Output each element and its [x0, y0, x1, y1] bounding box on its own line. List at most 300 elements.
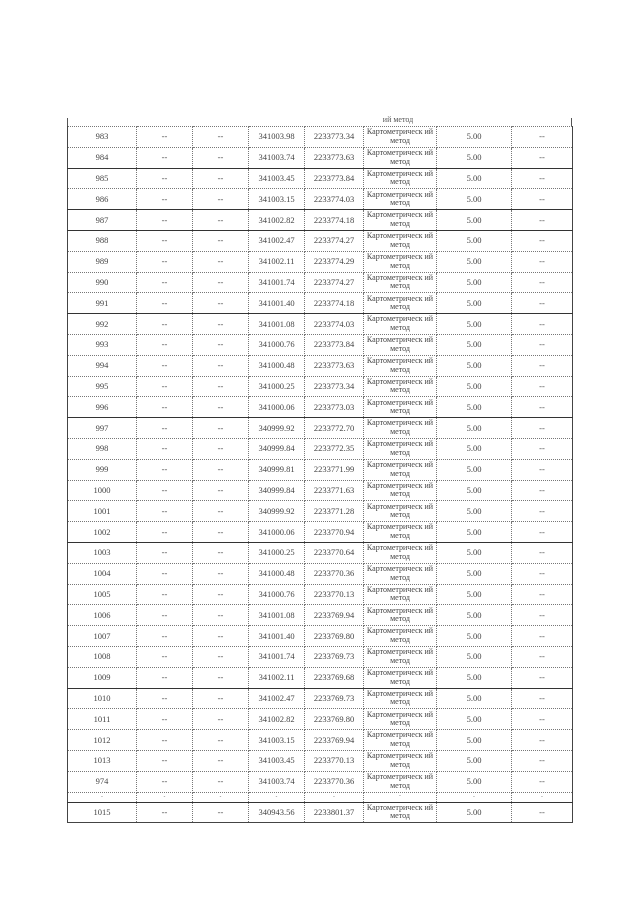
table-cell: --: [137, 355, 193, 376]
table-cell: 1015: [68, 802, 137, 823]
table-cell: 5.00: [437, 501, 512, 522]
table-cell: 997: [68, 418, 137, 439]
table-row: [68, 605, 573, 626]
table-cell: 2233773.03: [305, 397, 364, 418]
table-cell: 341002.11: [249, 667, 305, 688]
table-cell: --: [137, 376, 193, 397]
table-cell: --: [512, 293, 573, 314]
table-cell: Картометрическ ий метод: [364, 459, 437, 480]
table-cell: 2233771.28: [305, 501, 364, 522]
table-cell: 341002.82: [249, 210, 305, 231]
table-row: [68, 563, 573, 584]
table-cell: --: [137, 563, 193, 584]
table-cell: --: [137, 397, 193, 418]
table-cell: 994: [68, 355, 137, 376]
table-cell: --: [193, 480, 249, 501]
table-cell: 341001.74: [249, 272, 305, 293]
table-cell: 5.00: [437, 438, 512, 459]
table-cell: --: [193, 230, 249, 251]
table-cell: -: [193, 792, 249, 802]
table-cell: Картометрическ ий метод: [364, 438, 437, 459]
table-cell: Картометрическ ий метод: [364, 802, 437, 823]
table-cell: Картометрическ ий метод: [364, 667, 437, 688]
table-cell: --: [512, 771, 573, 792]
table-row: [68, 709, 573, 730]
table-body: [68, 127, 573, 823]
table-cell: --: [193, 730, 249, 751]
table-cell: --: [512, 189, 573, 210]
table-row: [68, 230, 573, 251]
table-cell: 341000.76: [249, 584, 305, 605]
table-cell: 5.00: [437, 802, 512, 823]
table-cell: --: [512, 646, 573, 667]
table-cell: --: [193, 418, 249, 439]
table-cell: Картометрическ ий метод: [364, 646, 437, 667]
table-cell: 5.00: [437, 646, 512, 667]
table-cell: Картометрическ ий метод: [364, 168, 437, 189]
table-cell: 2233773.63: [305, 147, 364, 168]
table-cell: Картометрическ ий метод: [364, 293, 437, 314]
table-cell: -: [364, 792, 437, 802]
table-cell: --: [137, 147, 193, 168]
table-cell: 2233774.29: [305, 251, 364, 272]
table-cell: --: [512, 376, 573, 397]
table-cell: --: [512, 750, 573, 771]
table-row: [68, 750, 573, 771]
table-cell: 5.00: [437, 522, 512, 543]
table-cell: 1007: [68, 626, 137, 647]
table-row: [68, 376, 573, 397]
table-cell: 341000.06: [249, 397, 305, 418]
table-cell: 5.00: [437, 563, 512, 584]
table-cell: -: [512, 792, 573, 802]
table-cell: --: [137, 438, 193, 459]
table-cell: --: [137, 418, 193, 439]
table-cell: 989: [68, 251, 137, 272]
table-cell: --: [512, 522, 573, 543]
table-cell: 991: [68, 293, 137, 314]
table-cell: --: [512, 314, 573, 335]
table-cell: 341000.48: [249, 563, 305, 584]
table-cell: 1002: [68, 522, 137, 543]
table-cell: 1012: [68, 730, 137, 751]
table-cell: 5.00: [437, 293, 512, 314]
table-cell: Картометрическ ий метод: [364, 314, 437, 335]
table-cell: 5.00: [437, 376, 512, 397]
table-cell: Картометрическ ий метод: [364, 750, 437, 771]
table-cell: --: [137, 750, 193, 771]
table-cell: 1010: [68, 688, 137, 709]
table-row: [68, 522, 573, 543]
table-cell: 341002.47: [249, 230, 305, 251]
table-cell: Картометрическ ий метод: [364, 605, 437, 626]
table-cell: 5.00: [437, 688, 512, 709]
table-cell: 5.00: [437, 272, 512, 293]
table-cell: 5.00: [437, 584, 512, 605]
table-cell: --: [512, 480, 573, 501]
table-cell: --: [137, 584, 193, 605]
table-cell: 341000.25: [249, 376, 305, 397]
table-row: [68, 355, 573, 376]
table-cell: --: [193, 626, 249, 647]
table-row: [68, 667, 573, 688]
table-cell: --: [137, 189, 193, 210]
table-cell: 5.00: [437, 189, 512, 210]
table-cell: 340999.81: [249, 459, 305, 480]
table-cell: --: [193, 210, 249, 231]
table-cell: 988: [68, 230, 137, 251]
table-cell: 2233772.70: [305, 418, 364, 439]
table-cell: 5.00: [437, 334, 512, 355]
table-cell: --: [193, 563, 249, 584]
table-cell: Картометрическ ий метод: [364, 127, 437, 148]
table-cell: 340999.84: [249, 480, 305, 501]
table-row: [68, 501, 573, 522]
table-cell: --: [512, 397, 573, 418]
table-cell: 2233769.73: [305, 688, 364, 709]
table-cell: 1000: [68, 480, 137, 501]
table-cell: --: [137, 688, 193, 709]
table-cell: 5.00: [437, 750, 512, 771]
table-cell: --: [193, 542, 249, 563]
table-cell: 2233772.35: [305, 438, 364, 459]
table-cell: Картометрическ ий метод: [364, 210, 437, 231]
table-cell: --: [137, 459, 193, 480]
table-cell: 341003.74: [249, 771, 305, 792]
table-cell: Картометрическ ий метод: [364, 397, 437, 418]
table-cell: --: [512, 542, 573, 563]
table-row: [68, 730, 573, 751]
table-cell: 341003.98: [249, 127, 305, 148]
table-cell: 341003.74: [249, 147, 305, 168]
table-cell: 5.00: [437, 127, 512, 148]
table-cell: 341002.47: [249, 688, 305, 709]
table-cell: --: [193, 750, 249, 771]
table-row: [68, 438, 573, 459]
table-cell: 1013: [68, 750, 137, 771]
table-cell: 974: [68, 771, 137, 792]
table-cell: --: [193, 605, 249, 626]
table-cell: --: [137, 480, 193, 501]
table-cell: --: [193, 293, 249, 314]
table-cell: --: [512, 688, 573, 709]
table-cell: Картометрическ ий метод: [364, 251, 437, 272]
table-row: [68, 127, 573, 148]
table-cell: --: [137, 334, 193, 355]
table-cell: 2233773.63: [305, 355, 364, 376]
table-cell: -: [68, 792, 137, 802]
table-cell: --: [137, 501, 193, 522]
table-cell: 5.00: [437, 709, 512, 730]
table-cell: 987: [68, 210, 137, 231]
table-cell: 2233769.73: [305, 646, 364, 667]
table-cell: Картометрическ ий метод: [364, 626, 437, 647]
table-cell: --: [137, 293, 193, 314]
table-cell: 2233771.63: [305, 480, 364, 501]
table-cell: 993: [68, 334, 137, 355]
table-cell: 2233770.13: [305, 584, 364, 605]
table-cell: --: [137, 730, 193, 751]
table-row: [68, 189, 573, 210]
table-cell: Картометрическ ий метод: [364, 230, 437, 251]
table-cell: --: [512, 418, 573, 439]
table-cell: Картометрическ ий метод: [364, 376, 437, 397]
table-cell: --: [193, 771, 249, 792]
table-cell: 2233773.84: [305, 168, 364, 189]
table-cell: 5.00: [437, 667, 512, 688]
table-row: [68, 168, 573, 189]
table-cell: 5.00: [437, 355, 512, 376]
table-cell: 5.00: [437, 210, 512, 231]
table-cell: Картометрическ ий метод: [364, 147, 437, 168]
table-cell: --: [193, 376, 249, 397]
table-cell: 992: [68, 314, 137, 335]
table-cell: 341003.15: [249, 189, 305, 210]
table-cell: 1008: [68, 646, 137, 667]
coordinates-table-page: [67, 115, 572, 823]
table-row: [68, 251, 573, 272]
table-cell: --: [512, 563, 573, 584]
table-cell: --: [193, 459, 249, 480]
table-cell: 341003.15: [249, 730, 305, 751]
table-cell: 1005: [68, 584, 137, 605]
table-row: [68, 688, 573, 709]
table-cell: 985: [68, 168, 137, 189]
table-cell: 995: [68, 376, 137, 397]
table-cell: 996: [68, 397, 137, 418]
table-cell: --: [193, 688, 249, 709]
table-cell: 2233774.27: [305, 230, 364, 251]
table-cell: --: [512, 459, 573, 480]
table-cell: Картометрическ ий метод: [364, 272, 437, 293]
table-cell: 5.00: [437, 459, 512, 480]
table-cell: --: [137, 210, 193, 231]
table-row: [68, 771, 573, 792]
table-row: [68, 210, 573, 231]
table-cell: 1011: [68, 709, 137, 730]
table-cell: 340943.56: [249, 802, 305, 823]
table-cell: --: [137, 542, 193, 563]
table-cell: 341002.11: [249, 251, 305, 272]
table-cell: 341001.74: [249, 646, 305, 667]
table-cell: 2233769.80: [305, 709, 364, 730]
table-cell: 998: [68, 438, 137, 459]
table-cell: Картометрическ ий метод: [364, 709, 437, 730]
table-cell: --: [512, 802, 573, 823]
table-row: [68, 646, 573, 667]
table-cell: 2233770.64: [305, 542, 364, 563]
table-cell: 340999.92: [249, 501, 305, 522]
table-cell: Картометрическ ий метод: [364, 355, 437, 376]
table-row: [68, 334, 573, 355]
table-cell: --: [512, 272, 573, 293]
table-cell: 984: [68, 147, 137, 168]
table-cell: 5.00: [437, 397, 512, 418]
table-row: [68, 584, 573, 605]
table-cell: Картометрическ ий метод: [364, 522, 437, 543]
table-cell: --: [512, 709, 573, 730]
table-cell: 5.00: [437, 605, 512, 626]
table-cell: 341000.06: [249, 522, 305, 543]
table-cell: 341001.08: [249, 314, 305, 335]
table-cell: 341001.40: [249, 626, 305, 647]
table-cell: 5.00: [437, 480, 512, 501]
coordinates-table: [67, 126, 573, 823]
table-cell: 2233770.36: [305, 563, 364, 584]
table-cell: --: [512, 251, 573, 272]
table-cell: --: [193, 189, 249, 210]
table-cell: --: [193, 147, 249, 168]
table-cell: --: [137, 272, 193, 293]
table-cell: --: [137, 168, 193, 189]
table-cell: --: [137, 605, 193, 626]
table-cell: 5.00: [437, 730, 512, 751]
table-cell: -: [249, 792, 305, 802]
table-cell: 2233769.68: [305, 667, 364, 688]
table-cell: 5.00: [437, 314, 512, 335]
table-cell: -: [137, 792, 193, 802]
table-cell: --: [137, 802, 193, 823]
table-cell: --: [137, 771, 193, 792]
table-cell: Картометрическ ий метод: [364, 480, 437, 501]
table-cell: --: [137, 314, 193, 335]
table-cell: 2233770.94: [305, 522, 364, 543]
table-cell: --: [512, 147, 573, 168]
table-row: [68, 293, 573, 314]
table-cell: 5.00: [437, 626, 512, 647]
table-cell: Картометрическ ий метод: [364, 334, 437, 355]
table-cell: 2233774.03: [305, 189, 364, 210]
table-cell: --: [193, 251, 249, 272]
table-cell: --: [193, 667, 249, 688]
table-cell: 341000.48: [249, 355, 305, 376]
table-cell: --: [512, 667, 573, 688]
table-cell: --: [512, 355, 573, 376]
table-cell: Картометрическ ий метод: [364, 418, 437, 439]
table-row: [68, 792, 573, 802]
table-cell: 2233774.18: [305, 210, 364, 231]
table-cell: Картометрическ ий метод: [364, 730, 437, 751]
table-cell: --: [193, 334, 249, 355]
table-cell: 2233801.37: [305, 802, 364, 823]
table-cell: 986: [68, 189, 137, 210]
table-cell: 2233774.03: [305, 314, 364, 335]
table-row: [68, 314, 573, 335]
table-cell: 2233771.99: [305, 459, 364, 480]
table-cell: 341003.45: [249, 168, 305, 189]
table-cell: 5.00: [437, 542, 512, 563]
table-cell: 2233774.27: [305, 272, 364, 293]
table-cell: 1004: [68, 563, 137, 584]
table-cell: --: [512, 501, 573, 522]
table-cell: 2233769.94: [305, 605, 364, 626]
table-cell: 2233769.80: [305, 626, 364, 647]
table-row: [68, 542, 573, 563]
table-cell: 5.00: [437, 147, 512, 168]
table-row: [68, 459, 573, 480]
table-cell: --: [512, 334, 573, 355]
table-cell: --: [193, 584, 249, 605]
table-cell: Картометрическ ий метод: [364, 501, 437, 522]
table-cell: -: [305, 792, 364, 802]
table-row: [68, 480, 573, 501]
table-cell: 341002.82: [249, 709, 305, 730]
table-cell: 2233773.34: [305, 376, 364, 397]
table-cell: 5.00: [437, 418, 512, 439]
table-cell: 2233770.36: [305, 771, 364, 792]
table-cell: --: [137, 667, 193, 688]
table-cell: 1001: [68, 501, 137, 522]
table-cell: 2233773.34: [305, 127, 364, 148]
table-cell: --: [193, 355, 249, 376]
table-continuation-fragment: [67, 115, 572, 126]
table-row: [68, 626, 573, 647]
table-cell: --: [137, 127, 193, 148]
table-cell: Картометрическ ий метод: [364, 563, 437, 584]
table-cell: -: [437, 792, 512, 802]
table-cell: --: [512, 168, 573, 189]
table-cell: 2233773.84: [305, 334, 364, 355]
table-cell: --: [512, 438, 573, 459]
table-cell: --: [512, 127, 573, 148]
table-cell: Картометрическ ий метод: [364, 688, 437, 709]
table-cell: 341001.40: [249, 293, 305, 314]
table-row: [68, 147, 573, 168]
table-cell: Картометрическ ий метод: [364, 542, 437, 563]
table-row: [68, 802, 573, 823]
table-cell: --: [193, 802, 249, 823]
table-cell: 990: [68, 272, 137, 293]
table-cell: --: [193, 127, 249, 148]
table-cell: --: [193, 272, 249, 293]
table-cell: 5.00: [437, 251, 512, 272]
table-cell: --: [193, 522, 249, 543]
table-cell: --: [193, 709, 249, 730]
table-cell: --: [193, 501, 249, 522]
table-cell: 983: [68, 127, 137, 148]
table-cell: --: [137, 230, 193, 251]
table-cell: --: [193, 168, 249, 189]
table-cell: --: [512, 730, 573, 751]
table-cell: --: [512, 230, 573, 251]
table-cell: 341000.76: [249, 334, 305, 355]
table-cell: --: [137, 522, 193, 543]
table-cell: 5.00: [437, 230, 512, 251]
table-cell: --: [137, 709, 193, 730]
table-cell: --: [193, 438, 249, 459]
table-cell: --: [137, 626, 193, 647]
table-cell: 341003.45: [249, 750, 305, 771]
table-cell: 5.00: [437, 168, 512, 189]
table-row: [68, 397, 573, 418]
table-cell: 341000.25: [249, 542, 305, 563]
table-cell: --: [193, 314, 249, 335]
table-cell: 1003: [68, 542, 137, 563]
table-cell: --: [193, 646, 249, 667]
table-cell: 1009: [68, 667, 137, 688]
table-cell: 340999.92: [249, 418, 305, 439]
table-cell: --: [512, 605, 573, 626]
table-row: [68, 418, 573, 439]
table-cell: 2233770.13: [305, 750, 364, 771]
table-row: [68, 272, 573, 293]
table-cell: --: [512, 626, 573, 647]
table-cell: 2233774.18: [305, 293, 364, 314]
table-cell: --: [512, 584, 573, 605]
table-cell: --: [137, 251, 193, 272]
table-cell: 340999.84: [249, 438, 305, 459]
table-cell: Картометрическ ий метод: [364, 771, 437, 792]
